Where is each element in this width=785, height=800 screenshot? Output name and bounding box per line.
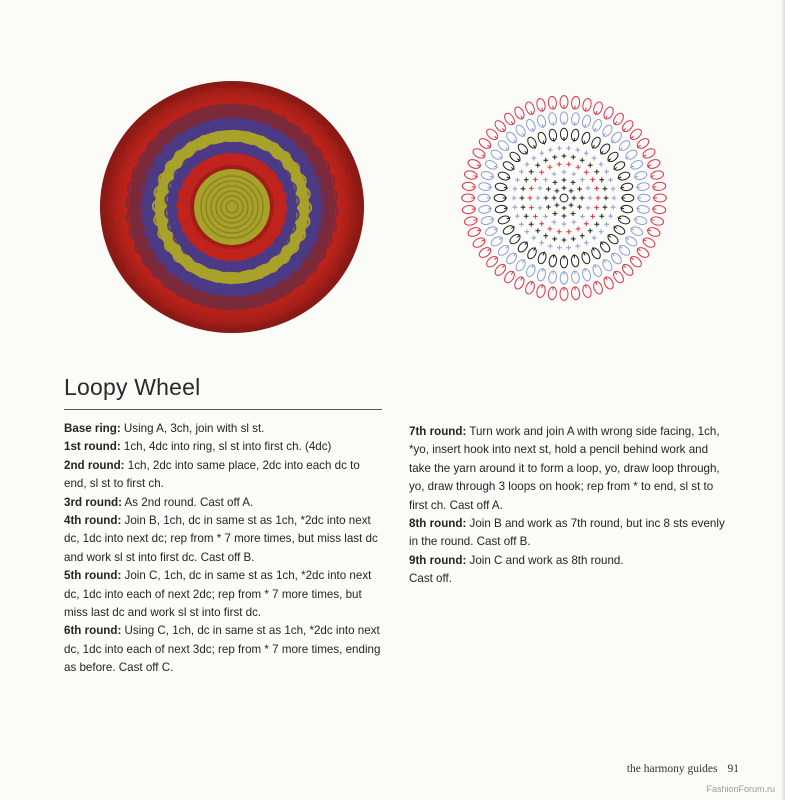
stitch-stem xyxy=(652,187,656,188)
stitch-stem xyxy=(575,286,576,290)
double-crochet-symbol xyxy=(572,172,577,177)
loop-stitch-symbol xyxy=(590,247,602,261)
loop-stitch-symbol xyxy=(612,111,626,126)
loop-stitch-symbol xyxy=(467,158,482,170)
loop-stitch-symbol xyxy=(514,124,527,138)
loop-stitch-symbol xyxy=(525,264,537,278)
loop-stitch-symbol xyxy=(536,268,547,282)
double-crochet-symbol xyxy=(575,148,580,153)
double-crochet-symbol xyxy=(543,177,548,182)
double-crochet-symbol xyxy=(553,180,558,185)
double-crochet-symbol xyxy=(562,214,567,219)
double-crochet-symbol xyxy=(548,227,553,232)
double-crochet-symbol xyxy=(552,237,557,242)
loop-stitch-symbol xyxy=(650,216,664,227)
double-crochet-symbol xyxy=(572,220,577,225)
stitch-stem xyxy=(553,122,554,126)
stitch-stem xyxy=(553,138,554,142)
loop-stitch-symbol xyxy=(502,224,516,236)
double-crochet-symbol xyxy=(599,162,604,167)
loop-stitch-symbol xyxy=(617,215,630,226)
loop-stitch-symbol xyxy=(581,131,592,144)
loop-stitch-symbol xyxy=(601,258,614,272)
double-crochet-symbol xyxy=(555,203,560,208)
double-crochet-symbol xyxy=(513,186,518,191)
double-crochet-symbol xyxy=(538,186,543,191)
loop-stitch-symbol xyxy=(484,159,498,171)
loop-stitch-symbol xyxy=(490,235,504,248)
double-crochet-symbol xyxy=(520,196,525,201)
double-crochet-symbol xyxy=(612,196,617,201)
watermark: FashionForum.ru xyxy=(706,784,775,794)
loop-stitch-symbol xyxy=(592,101,604,116)
instructions-right-column xyxy=(409,423,729,589)
double-crochet-symbol xyxy=(548,148,553,153)
double-crochet-symbol xyxy=(596,196,601,201)
loop-stitch-symbol xyxy=(513,105,526,120)
instruction-round-6: 6th round: Using C, 1ch, dc in same st as 1ch, *2dc into next dc, 1dc into each of next 3dc; rep from * 7 more times, ending as before. Cast off C. xyxy=(64,624,381,675)
stitch-stem xyxy=(620,187,624,188)
stitch-stem xyxy=(574,138,575,142)
loop-stitch-symbol xyxy=(484,225,498,237)
double-crochet-symbol xyxy=(586,206,591,211)
instructions-left-column xyxy=(64,420,382,678)
double-crochet-symbol xyxy=(546,205,551,210)
loop-stitch-symbol xyxy=(581,114,592,128)
double-crochet-symbol xyxy=(599,229,604,234)
double-crochet-symbol xyxy=(555,189,560,194)
double-crochet-symbol xyxy=(571,211,576,216)
double-crochet-symbol xyxy=(521,186,526,191)
instruction-round-3: 3rd round: As 2nd round. Cast off A. xyxy=(64,495,254,509)
double-crochet-symbol xyxy=(566,162,571,167)
double-crochet-symbol xyxy=(590,177,595,182)
double-crochet-symbol xyxy=(546,187,551,192)
loop-stitch-symbol xyxy=(634,215,648,226)
double-crochet-symbol xyxy=(562,170,567,175)
double-crochet-symbol xyxy=(532,156,537,161)
double-crochet-symbol xyxy=(580,196,585,201)
loop-stitch-symbol xyxy=(646,226,661,238)
double-crochet-symbol xyxy=(529,222,534,227)
double-crochet-symbol xyxy=(577,205,582,210)
loop-stitch-symbol xyxy=(503,111,517,126)
loop-stitch-symbol xyxy=(602,275,615,290)
loop-stitch-symbol xyxy=(548,96,557,110)
loop-stitch-symbol xyxy=(480,215,494,226)
double-crochet-symbol xyxy=(529,205,534,210)
double-crochet-symbol xyxy=(584,221,589,226)
double-crochet-symbol xyxy=(552,220,557,225)
double-crochet-symbol xyxy=(584,240,589,245)
loop-stitch-symbol xyxy=(478,205,491,214)
loop-stitch-symbol xyxy=(582,284,593,298)
loop-stitch-symbol xyxy=(548,286,557,300)
pattern-title: Loopy Wheel xyxy=(64,374,201,400)
stitch-stem xyxy=(488,187,492,188)
double-crochet-symbol xyxy=(562,222,567,227)
double-crochet-symbol xyxy=(552,155,557,160)
loop-stitch-symbol xyxy=(613,160,627,172)
loop-stitch-symbol xyxy=(652,205,666,214)
stitch-stem xyxy=(620,208,624,209)
loop-stitch-symbol xyxy=(548,129,557,142)
double-crochet-symbol xyxy=(543,233,548,238)
stitch-stem xyxy=(636,208,640,209)
loop-stitch-symbol xyxy=(571,271,580,284)
double-crochet-symbol xyxy=(590,214,595,219)
double-crochet-symbol xyxy=(592,236,597,241)
double-crochet-symbol xyxy=(557,146,562,151)
loop-stitch-symbol xyxy=(526,247,538,261)
loop-stitch-symbol xyxy=(581,251,592,264)
stitch-stem xyxy=(472,209,476,210)
loop-stitch-symbol xyxy=(571,129,580,142)
double-crochet-symbol xyxy=(519,169,524,174)
loop-stitch-symbol xyxy=(602,105,615,120)
double-crochet-symbol xyxy=(604,196,609,201)
instruction-round-5: 5th round: Join C, 1ch, dc in same st as 1ch, *2dc into next dc, 1dc into each of next 2dc; rep from * 7 more times, but miss last dc and work sl st into first dc. xyxy=(64,569,372,620)
double-crochet-symbol xyxy=(611,205,616,210)
instruction-round-8: 8th round: Join B and work as 7th round, but inc 8 sts evenly in the round. Cast off B. xyxy=(409,517,725,549)
loop-stitch-symbol xyxy=(467,226,482,238)
loop-stitch-symbol xyxy=(514,258,527,272)
double-crochet-symbol xyxy=(525,229,530,234)
instruction-base-ring: Base ring: Using A, 3ch, join with sl st. xyxy=(64,422,265,435)
loop-stitch-symbol xyxy=(462,205,476,214)
double-crochet-symbol xyxy=(608,178,613,183)
loop-stitch-symbol xyxy=(471,236,486,249)
instruction-round-4: 4th round: Join B, 1ch, dc in same st as 1ch, *2dc into next dc, 1dc into next dc; rep from * 7 more times, but miss last dc and work sl st into first dc. Cast off B. xyxy=(64,514,378,564)
double-crochet-symbol xyxy=(580,158,585,163)
double-crochet-symbol xyxy=(525,162,530,167)
loop-stitch-symbol xyxy=(536,114,547,128)
loop-stitch-symbol xyxy=(480,170,494,181)
loop-stitch-symbol xyxy=(477,137,492,151)
loop-stitch-symbol xyxy=(582,98,593,112)
loop-stitch-symbol xyxy=(641,236,656,249)
loopy-wheel-photo xyxy=(96,78,368,336)
double-crochet-symbol xyxy=(586,186,591,191)
stitch-stem xyxy=(574,254,575,258)
double-crochet-symbol xyxy=(548,165,553,170)
loop-stitch-symbol xyxy=(536,98,547,112)
loop-stitch-symbol xyxy=(634,170,648,181)
loop-stitch-symbol xyxy=(621,182,634,191)
stitch-stem xyxy=(652,209,656,210)
double-crochet-symbol xyxy=(529,186,534,191)
book-title: the harmony guides xyxy=(626,763,718,775)
stitch-stem xyxy=(504,187,508,188)
loop-stitch-symbol xyxy=(613,224,627,236)
loop-stitch-symbol xyxy=(581,268,592,282)
loop-stitch-symbol xyxy=(617,171,630,182)
loop-stitch-symbol xyxy=(548,255,557,268)
loop-stitch-symbol xyxy=(571,96,580,110)
double-crochet-symbol xyxy=(519,222,524,227)
loop-stitch-symbol xyxy=(464,216,478,227)
double-crochet-symbol xyxy=(533,214,538,219)
double-crochet-symbol xyxy=(532,236,537,241)
loop-stitch-symbol xyxy=(464,170,478,181)
base-ring-symbol xyxy=(560,194,568,202)
double-crochet-symbol xyxy=(599,214,604,219)
stitch-stem xyxy=(574,122,575,126)
double-crochet-symbol xyxy=(535,228,540,233)
double-crochet-symbol xyxy=(575,244,580,249)
loop-stitch-symbol xyxy=(537,131,548,144)
double-crochet-symbol xyxy=(580,214,585,219)
double-crochet-symbol xyxy=(536,196,541,201)
double-crochet-symbol xyxy=(584,151,589,156)
loop-stitch-symbol xyxy=(462,182,476,191)
loop-stitch-symbol xyxy=(536,284,547,298)
double-crochet-symbol xyxy=(571,155,576,160)
double-crochet-symbol xyxy=(512,196,517,201)
loop-stitch-symbol xyxy=(630,159,644,171)
double-crochet-symbol xyxy=(566,229,571,234)
double-crochet-symbol xyxy=(576,227,581,232)
loop-stitch-symbol xyxy=(646,158,661,170)
loop-stitch-symbol xyxy=(621,205,634,214)
loop-stitch-symbol xyxy=(601,124,614,138)
instruction-round-1: 1st round: 1ch, 4dc into ring, sl st into first ch. (4dc) xyxy=(64,440,332,454)
double-crochet-symbol xyxy=(603,186,608,191)
double-crochet-symbol xyxy=(539,151,544,156)
loop-stitch-symbol xyxy=(503,269,517,284)
double-crochet-symbol xyxy=(548,244,553,249)
loop-stitch-symbol xyxy=(650,170,664,181)
instruction-round-7: 7th round: Turn work and join A with wrong side facing, 1ch, *yo, insert hook into next st, hold a pencil behind work and take the yarn around it to form a loop, yo, draw loop through, yo, draw through 3 loops on hook; rep from * to end, sl st to first ch. Cast off A. xyxy=(409,425,720,512)
double-crochet-symbol xyxy=(529,169,534,174)
double-crochet-symbol xyxy=(557,229,562,234)
loop-stitch-symbol xyxy=(652,182,666,191)
double-crochet-symbol xyxy=(594,205,599,210)
double-crochet-symbol xyxy=(588,163,593,168)
double-crochet-symbol xyxy=(539,240,544,245)
double-crochet-symbol xyxy=(592,156,597,161)
loop-stitch-symbol xyxy=(641,147,656,160)
double-crochet-symbol xyxy=(588,228,593,233)
loop-stitch-symbol xyxy=(571,286,580,300)
instruction-round-9: 9th round: Join C and work as 8th round. xyxy=(409,553,624,567)
loop-stitch-symbol xyxy=(571,112,580,125)
stitch-stem xyxy=(504,208,508,209)
stitch-stem xyxy=(472,187,476,188)
stitch-stem xyxy=(574,270,575,274)
loop-stitch-symbol xyxy=(513,275,526,290)
double-crochet-symbol xyxy=(580,177,585,182)
stitch-stem xyxy=(636,187,640,188)
loop-stitch-symbol xyxy=(612,269,626,284)
loop-stitch-symbol xyxy=(590,136,602,150)
double-crochet-symbol xyxy=(580,233,585,238)
loop-stitch-symbol xyxy=(525,118,537,132)
page-number: 91 xyxy=(727,763,739,775)
double-crochet-symbol xyxy=(535,163,540,168)
double-crochet-symbol xyxy=(562,206,567,211)
double-crochet-symbol xyxy=(599,177,604,182)
loop-stitch-symbol xyxy=(624,235,638,248)
double-crochet-symbol xyxy=(562,186,567,191)
double-crochet-symbol xyxy=(572,196,577,201)
double-crochet-symbol xyxy=(539,170,544,175)
double-crochet-symbol xyxy=(557,162,562,167)
double-crochet-symbol xyxy=(588,196,593,201)
double-crochet-symbol xyxy=(553,211,558,216)
double-crochet-symbol xyxy=(604,222,609,227)
double-crochet-symbol xyxy=(566,146,571,151)
loop-stitch-symbol xyxy=(637,182,650,191)
double-crochet-symbol xyxy=(576,165,581,170)
loop-stitch-symbol xyxy=(524,280,536,295)
loop-stitch-symbol xyxy=(637,205,650,214)
double-crochet-symbol xyxy=(594,222,599,227)
double-crochet-symbol xyxy=(571,237,576,242)
double-crochet-symbol xyxy=(562,178,567,183)
instruction-cast-off: Cast off. xyxy=(409,572,452,586)
loop-stitch-symbol xyxy=(571,255,580,268)
stitch-stem xyxy=(553,270,554,274)
double-crochet-symbol xyxy=(528,196,533,201)
loop-stitch-symbol xyxy=(635,137,650,151)
loop-stitch-symbol xyxy=(630,225,644,237)
double-crochet-symbol xyxy=(571,180,576,185)
double-crochet-symbol xyxy=(538,206,543,211)
double-crochet-symbol xyxy=(562,238,567,243)
double-crochet-symbol xyxy=(569,189,574,194)
loop-stitch-symbol xyxy=(624,148,638,161)
loop-stitch-symbol xyxy=(592,280,604,295)
loop-stitch-symbol xyxy=(478,182,491,191)
double-crochet-symbol xyxy=(533,177,538,182)
double-crochet-symbol xyxy=(594,186,599,191)
double-crochet-symbol xyxy=(611,186,616,191)
stitch-stem xyxy=(488,208,492,209)
double-crochet-symbol xyxy=(584,170,589,175)
page-footer xyxy=(627,763,739,775)
double-crochet-symbol xyxy=(543,158,548,163)
double-crochet-symbol xyxy=(569,203,574,208)
stitch-stem xyxy=(575,106,576,110)
crochet-symbol-chart xyxy=(454,88,674,308)
double-crochet-symbol xyxy=(552,196,557,201)
loop-stitch-symbol xyxy=(495,205,508,214)
double-crochet-symbol xyxy=(604,169,609,174)
loop-stitch-symbol xyxy=(548,271,557,284)
double-crochet-symbol xyxy=(515,178,520,183)
double-crochet-symbol xyxy=(515,214,520,219)
double-crochet-symbol xyxy=(524,214,529,219)
loop-stitch-symbol xyxy=(635,246,650,260)
title-rule xyxy=(64,409,382,410)
double-crochet-symbol xyxy=(566,245,571,250)
instruction-round-2: 2nd round: 1ch, 2dc into same place, 2dc into each dc to end, sl st to first ch. xyxy=(64,458,360,491)
double-crochet-symbol xyxy=(543,214,548,219)
double-crochet-symbol xyxy=(552,172,557,177)
double-crochet-symbol xyxy=(539,221,544,226)
stitch-stem xyxy=(553,286,554,290)
double-crochet-symbol xyxy=(521,205,526,210)
double-crochet-symbol xyxy=(557,245,562,250)
loop-stitch-symbol xyxy=(591,264,603,278)
stitch-stem xyxy=(553,106,554,110)
loop-stitch-symbol xyxy=(537,251,548,264)
loop-stitch-symbol xyxy=(495,182,508,191)
double-crochet-symbol xyxy=(562,154,567,159)
stitch-stem xyxy=(553,254,554,258)
double-crochet-symbol xyxy=(608,214,613,219)
loop-stitch-symbol xyxy=(471,147,486,160)
loop-stitch-symbol xyxy=(477,246,492,260)
loop-stitch-symbol xyxy=(490,148,504,161)
double-crochet-symbol xyxy=(544,196,549,201)
double-crochet-symbol xyxy=(513,205,518,210)
loop-stitch-symbol xyxy=(548,112,557,125)
double-crochet-symbol xyxy=(524,177,529,182)
double-crochet-symbol xyxy=(577,187,582,192)
loop-stitch-symbol xyxy=(591,118,603,132)
loop-stitch-symbol xyxy=(524,101,536,116)
loop-stitch-symbol xyxy=(526,136,538,150)
loop-stitch-symbol xyxy=(497,171,510,182)
loop-stitch-symbol xyxy=(497,215,510,226)
double-crochet-symbol xyxy=(594,169,599,174)
loop-stitch-symbol xyxy=(502,160,516,172)
double-crochet-symbol xyxy=(603,205,608,210)
